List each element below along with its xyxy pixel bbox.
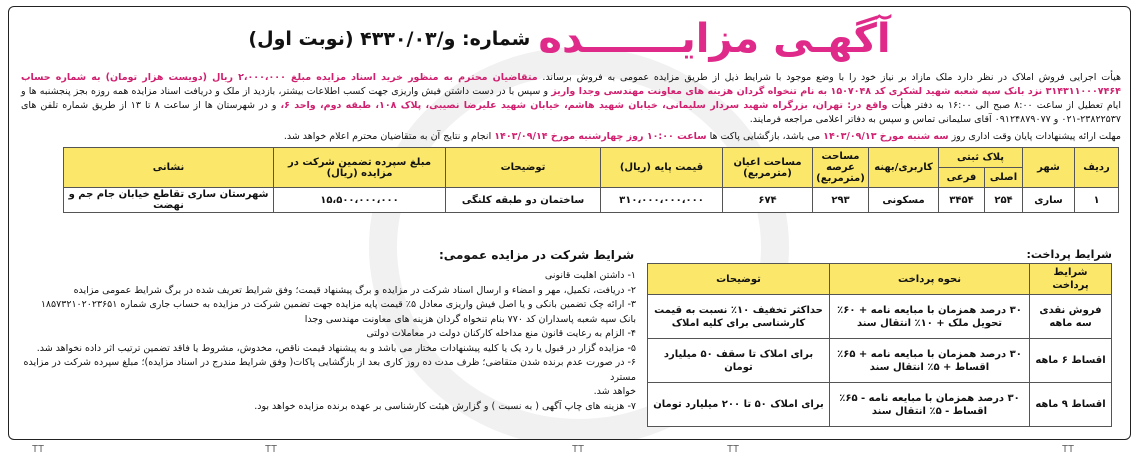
list-item: ۶- در صورت عدم برنده شدن متقاضی؛ ظرف مدت ده روز کاری بعد از بازگشایی پاکات( وفق شرایط مندرج در اسناد مزایده)؛ مبلغ سپرده شرکت در مزایده مسترد — [23, 357, 636, 383]
col-building-area: مساحت اعیان (مترمربع) — [723, 148, 813, 188]
notice-frame — [8, 6, 1131, 440]
deadline-part-3: می باشد، بازگشایی پاکت ها — [709, 131, 821, 142]
cell-base-price: ۳۱۰،۰۰۰،۰۰۰،۰۰۰ — [601, 188, 723, 213]
pay-cell-terms: اقساط ۶ ماهه — [1030, 339, 1112, 383]
col-base-price: قیمت پایه (ریال) — [601, 148, 723, 188]
pay-cell-terms: فروش نقدی سه ماهه — [1030, 295, 1112, 339]
intro-part-2: متقاضیان محترم به منظور خرید اسناد مزایده مبلغ ۲،۰۰۰،۰۰۰ ریال (دویست هزار تومان) به شماره حساب ۳۱۴۳۱۱۰۰۰۷۴۶۴ نزد بانک سپه شعبه شهید لشکری — [21, 72, 1121, 97]
property-table — [63, 147, 1119, 213]
notice-title: آگهـی مزایـــــــده — [538, 16, 891, 62]
intro-part-5: واقع در: تهران، بزرگراه شهید سردار سلیمانی، خیابان شهید هاشم، خیابان شهید علیرضا نصیبی، پلاک ۱۰۸، طبقه دوم، واحد ۶، — [280, 100, 888, 111]
footer-mark: TT — [31, 444, 44, 455]
table-row — [648, 339, 1112, 383]
intro-paragraph — [21, 71, 1121, 127]
col-plate-sub: فرعی — [939, 168, 985, 188]
payment-table — [647, 263, 1112, 427]
col-plate: پلاک ثبتی — [939, 148, 1023, 168]
pay-cell-terms: اقساط ۹ ماهه — [1030, 383, 1112, 427]
list-item: ۱- داشتن اهلیت قانونی — [544, 270, 636, 281]
cell-row: ۱ — [1075, 188, 1119, 213]
pay-cell-method: ۳۰ درصد همزمان با مبایعه نامه - ۶۵٪ اقساط - ۵٪ انتقال سند — [830, 383, 1030, 427]
cell-usage: مسکونی — [869, 188, 939, 213]
deadline-paragraph — [21, 130, 1121, 144]
conditions-list — [21, 269, 636, 414]
list-item: ۳- ارائه چک تضمین بانکی و یا اصل فیش واریزی معادل ۵٪ قیمت پایه مزایده جهت تضمین شرکت در مزایده به حساب جاری شماره ۱۸۵۷۳۲۱۰۲۰۲۳۶۵۱ — [40, 299, 636, 310]
cell-building-area: ۶۷۴ — [723, 188, 813, 213]
pay-cell-method: ۳۰ درصد همزمان با مبایعه نامه + ۶۰٪ تحویل ملک + ۱۰٪ انتقال سند — [830, 295, 1030, 339]
notice-number: شماره: و/۴۳۳۰/۰۳ (نوبت اول) — [248, 28, 531, 50]
footer-mark: TT — [571, 444, 584, 455]
deadline-part-5: انجام و نتایج آن به متقاضیان محترم اعلام خواهد شد. — [283, 131, 492, 142]
pay-cell-method: ۳۰ درصد همزمان با مبایعه نامه + ۶۵٪ اقساط + ۵٪ انتقال سند — [830, 339, 1030, 383]
footer-mark: TT — [1061, 444, 1074, 455]
list-item: ۲- دریافت، تکمیل، مهر و امضاء و ارسال اسناد شرکت در مزایده و برگ پیشنهاد قیمت؛ وفق شرایط تعریف شده در برگ شرایط عمومی مزایده — [73, 284, 636, 296]
col-description: توضیحات — [446, 148, 601, 188]
col-deposit: مبلغ سپرده تضمین شرکت در مزایده (ریال) — [274, 148, 446, 188]
list-item: ۵- مزایده گزار در قبول یا رد یک یا کلیه پیشنهادات مختار می باشد و به پیشنهاد قیمت ناقص، مخدوش، مشروط یا فاقد تضمین ترتیب اثر داده نخواهد شد. — [36, 342, 636, 354]
deadline-part-4: ساعت ۱۰:۰۰ روز چهارشنبه مورخ ۱۴۰۳/۰۹/۱۴ — [494, 131, 707, 142]
list-item: ۷- هزینه های چاپ آگهی ( به نسبت ) و گزارش هیئت کارشناسی بر عهده برنده مزایده خواهد بود. — [254, 400, 636, 412]
cell-description: ساختمان دو طبقه کلنگی — [446, 188, 601, 213]
pay-cell-notes: برای املاک ۵۰ تا ۲۰۰ میلیارد تومان — [648, 383, 830, 427]
intro-part-3: کد ۱۵۰۷۰۴۸ به نام تنخواه گردان هزینه های معاونت مهندسی وجدا واریز — [551, 86, 886, 97]
table-row — [64, 188, 1119, 213]
cell-deposit: ۱۵،۵۰۰،۰۰۰،۰۰۰ — [274, 188, 446, 213]
intro-part-4: و سپس با در دست داشتن فیش واریزی جهت کسب اطلاعات بیشتر، بازدید از ملک و دریافت اسناد مزایده همه روزه بجز پنجشنبه ها و ایام تعطیل از ساعت ۸:۰۰ صبح الی ۱۶:۰۰ به دفتر هیأت — [21, 86, 1121, 111]
list-item: بانک سپه شعبه پاسداران کد ۷۷۰ بنام تنخواه گردان هزینه های معاونت مهندسی وجدا — [304, 313, 636, 325]
footer-mark: TT — [264, 444, 277, 455]
deadline-part-2: سه شنبه مورخ ۱۴۰۳/۰۹/۱۳ — [823, 131, 949, 142]
cell-land-area: ۲۹۳ — [813, 188, 869, 213]
pay-col-terms: شرایط پرداخت — [1030, 264, 1112, 295]
col-address: نشانی — [64, 148, 274, 188]
pay-cell-notes: برای املاک تا سقف ۵۰ میلیارد تومان — [648, 339, 830, 383]
col-land-area: مساحت عرصه (مترمربع) — [813, 148, 869, 188]
list-item: خواهد شد. — [593, 386, 636, 397]
pay-col-method: نحوه پرداخت — [830, 264, 1030, 295]
list-item: ۴- الزام به رعایت قانون منع مداخله کارکنان دولت در معاملات دولتی — [366, 328, 636, 339]
col-usage: کاربری/بهنه — [869, 148, 939, 188]
table-row — [648, 383, 1112, 427]
cell-address: شهرستان ساری تقاطع خیابان جام جم و نهضت — [64, 188, 274, 213]
cell-plate-sub: ۳۴۵۴ — [939, 188, 985, 213]
deadline-part-1: مهلت ارائه پیشنهادات پایان وقت اداری روز — [951, 131, 1121, 142]
table-row — [648, 295, 1112, 339]
title-row — [9, 13, 1130, 65]
pay-cell-notes: حداکثر تخفیف ۱۰٪ نسبت به قیمت کارشناسی برای کلیه املاک — [648, 295, 830, 339]
intro-part-6: و در شهرستان ها از ساعت ۸ تا ۱۳ از طریق شماره تلفن های ۲۳۸۲۲۵۳۷-۰۲۱ و ۰۹۱۲۴۸۷۹۰۷۷ آقای سلیمانی تماس و سپس به دفاتر اعلامی مراجعه فرمایند. — [21, 100, 1121, 125]
col-plate-main: اصلی — [985, 168, 1023, 188]
col-row: ردیف — [1075, 148, 1119, 188]
pay-col-notes: توضیحات — [648, 264, 830, 295]
cell-plate-main: ۲۵۴ — [985, 188, 1023, 213]
intro-part-1: هیأت اجرایی فروش املاک در نظر دارد ملک مازاد بر نیاز خود را با وضع موجود با شرایط ذیل از طریق مزایده عمومی به فروش برساند. — [542, 72, 1121, 83]
conditions-title: شرایط شرکت در مزایده عمومی: — [439, 248, 635, 262]
payment-label: شرایط پرداخت: — [1026, 248, 1112, 261]
cell-city: ساری — [1023, 188, 1075, 213]
col-city: شهر — [1023, 148, 1075, 188]
footer-marks — [0, 444, 1139, 460]
footer-mark: TT — [726, 444, 739, 455]
